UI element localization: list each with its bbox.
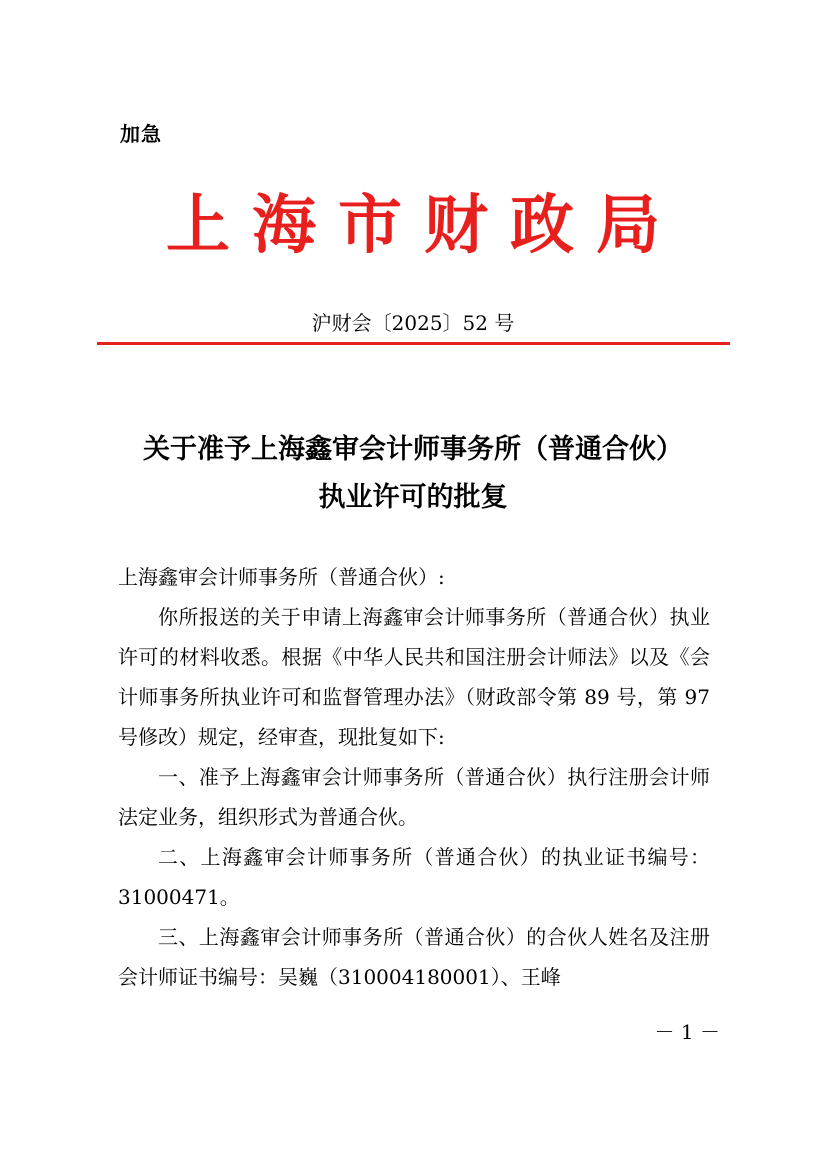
document-body [118, 557, 710, 997]
salutation: 上海鑫审会计师事务所（普通合伙）: [118, 565, 445, 589]
body-paragraph-item-2: 二、上海鑫审会计师事务所（普通合伙）的执业证书编号：31000471。 [118, 845, 710, 909]
title-line-2: 执业许可的批复 [318, 482, 508, 513]
document-number: 沪财会〔2025〕52 号 [311, 311, 515, 335]
body-paragraph-item-3: 三、上海鑫审会计师事务所（普通合伙）的合伙人姓名及注册会计师证书编号：吴巍（310004180001）、王峰 [118, 925, 710, 989]
body-paragraph-intro: 你所报送的关于申请上海鑫审会计师事务所（普通合伙）执业许可的材料收悉。根据《中华人民共和国注册会计师法》以及《会计师事务所执业许可和监督管理办法》（财政部令第 89 号，第 97 号修改）规定，经审查，现批复如下: [118, 605, 710, 749]
page-number: － 1 － [654, 1020, 720, 1044]
body-paragraph-item-1: 一、准予上海鑫审会计师事务所（普通合伙）执行注册会计师法定业务，组织形式为普通合伙。 [118, 765, 710, 829]
issuing-authority-header: 上海市财政局 [166, 188, 682, 263]
red-separator-line [97, 342, 730, 345]
urgency-mark: 加急 [120, 122, 162, 146]
document-title [100, 426, 726, 522]
title-line-1: 关于准予上海鑫审会计师事务所（普通合伙） [143, 434, 683, 465]
